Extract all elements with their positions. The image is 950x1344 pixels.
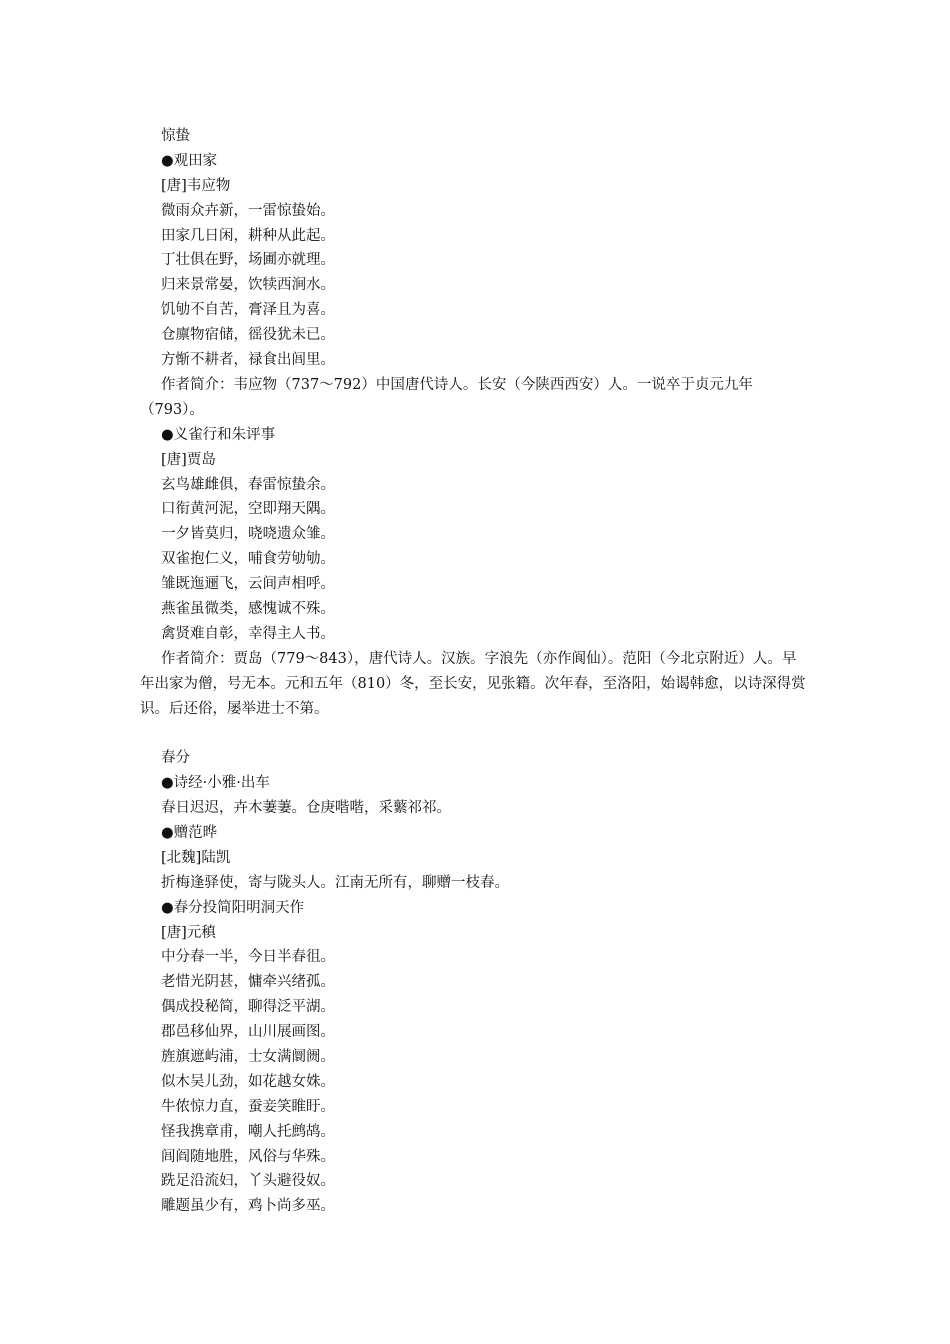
poem-line: 归来景常晏，饮犊西涧水。 [161,277,335,294]
poem-line: 牛侬惊力直，蚕妾笑睢盱。 [161,1098,335,1115]
poem-line: 仓廪物宿储，徭役犹未已。 [161,327,335,344]
poem-title: ●观田家 [161,152,218,169]
poem-line: 雏既迤逦飞，云间声相呼。 [161,576,335,593]
poem-line: 双雀抱仁义，哺食劳劬劬。 [161,551,335,568]
poem-line: 跣足沿流妇，丫头避役奴。 [161,1173,335,1190]
poem-line: 偶成投秘简，聊得泛平湖。 [161,999,335,1016]
poem-author: [北魏]陆凯 [161,849,231,866]
poem-line: 折梅逢驿使，寄与陇头人。江南无所有，聊赠一枝春。 [161,874,509,891]
poem-title: ●诗经·小雅·出车 [161,775,270,792]
blank-line [140,721,810,746]
section-title: 惊蛰 [161,128,190,144]
poem-title: ●义雀行和朱评事 [161,426,276,443]
author-bio: 作者简介：韦应物（737～792）中国唐代诗人。长安（今陕西西安）人。一说卒于贞元九年（793）。 [140,376,753,418]
document-page [140,124,810,1219]
author-bio: 作者简介：贾岛（779～843），唐代诗人。汉族。字浪先（亦作阆仙）。范阳（今北京附近）人。早年出家为僧，号无本。元和五年（810）冬，至长安，见张籍。次年春，至洛阳，始谒韩愈，以诗深得赏识。后还俗，屡举进士不第。 [140,650,806,717]
poem-line: 饥劬不自苦，膏泽且为喜。 [161,302,335,319]
poem-line: 禽贤难自彰，幸得主人书。 [161,625,335,642]
poem-line: 方惭不耕者，禄食出闾里。 [161,352,335,369]
poem-author: [唐]元稹 [161,924,216,941]
poem-line: 口衔黄河泥，空即翔天隅。 [161,501,335,518]
poem-line: 似木吴儿劲，如花越女姝。 [161,1073,335,1090]
poem-line: 老惜光阴甚，慵牵兴绪孤。 [161,974,335,991]
poem-line: 田家几日闲，耕种从此起。 [161,227,335,244]
poem-line: 一夕皆莫归，哓哓遗众雏。 [161,526,335,543]
poem-line: 玄鸟雄雌俱，春雷惊蛰余。 [161,476,335,493]
poem-author: [唐]贾岛 [161,451,216,468]
poem-line: 怪我携章甫，嘲人托鹧鸪。 [161,1123,335,1140]
poem-line: 雕题虽少有，鸡卜尚多巫。 [161,1198,335,1215]
poem-line: 旌旗遮屿浦，士女满阛阓。 [161,1049,335,1066]
poem-line: 春日迟迟，卉木萋萋。仓庚喈喈，采蘩祁祁。 [161,800,451,817]
section-title: 春分 [161,750,190,767]
poem-title: ●赠范晔 [161,825,218,842]
poem-line: 中分春一半，今日半春徂。 [161,949,335,966]
poem-line: 丁壮俱在野，场圃亦就理。 [161,252,335,269]
poem-line: 微雨众卉新，一雷惊蛰始。 [161,202,335,219]
poem-line: 闾阎随地胜，风俗与华殊。 [161,1148,335,1165]
poem-line: 燕雀虽微类，感愧诚不殊。 [161,600,335,617]
poem-author: [唐]韦应物 [161,177,231,194]
poem-title: ●春分投简阳明洞天作 [161,899,305,916]
poem-line: 郡邑移仙界，山川展画图。 [161,1024,335,1041]
